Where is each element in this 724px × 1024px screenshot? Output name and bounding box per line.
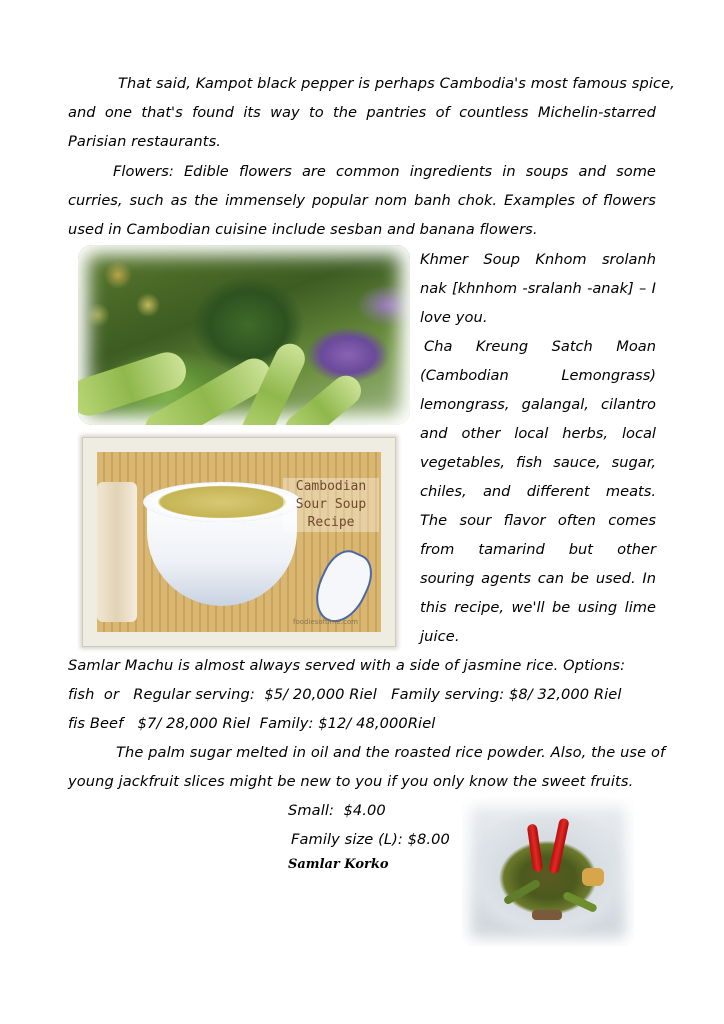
side-line-10 bbox=[420, 512, 656, 529]
word: (Cambodian bbox=[420, 367, 509, 384]
word: and bbox=[578, 163, 607, 180]
word: sugar, bbox=[611, 454, 656, 471]
word: this bbox=[420, 599, 447, 616]
word: other bbox=[617, 541, 656, 558]
word: flavor bbox=[503, 512, 546, 529]
word: Khmer bbox=[420, 251, 469, 268]
word: to bbox=[309, 104, 324, 121]
word: nom bbox=[374, 192, 408, 209]
word: and bbox=[482, 483, 511, 500]
word: in bbox=[502, 163, 516, 180]
word: meats. bbox=[605, 483, 656, 500]
korko-small-price: Small: $4.00 bbox=[288, 802, 386, 819]
word: Michelin-starred bbox=[537, 104, 656, 121]
samlar-korko-image bbox=[462, 798, 634, 946]
word: cilantro bbox=[601, 396, 656, 413]
word: galangal, bbox=[521, 396, 589, 413]
word: fish bbox=[516, 454, 543, 471]
side-line-11 bbox=[420, 541, 656, 558]
side-line-14: juice. bbox=[420, 628, 460, 645]
word: tamarind bbox=[478, 541, 545, 558]
word: vegetables, bbox=[420, 454, 506, 471]
word: lime bbox=[624, 599, 656, 616]
word: souring bbox=[420, 570, 475, 587]
word: Knhom bbox=[535, 251, 587, 268]
para2-line1 bbox=[113, 163, 656, 180]
word: be bbox=[552, 599, 571, 616]
para3-line2: young jackfruit slices might be new to you if you only know the sweet fruits. bbox=[68, 773, 634, 790]
word: sour bbox=[459, 512, 492, 529]
word: be bbox=[570, 570, 590, 587]
word: ingredients bbox=[409, 163, 493, 180]
machu-line-1: Samlar Machu is almost always served with a side of jasmine rice. Options: bbox=[68, 657, 626, 674]
word: I bbox=[651, 280, 656, 297]
soup-image-title bbox=[283, 478, 379, 532]
word: used. bbox=[595, 570, 636, 587]
machu-line-3: fis Beef $7/ 28,000 Riel Family: $12/ 48,000Riel bbox=[68, 715, 436, 732]
word: the bbox=[194, 192, 219, 209]
word: pantries bbox=[366, 104, 427, 121]
word: -sralanh bbox=[522, 280, 582, 297]
para1-line3: Parisian restaurants. bbox=[68, 133, 222, 150]
word: Edible bbox=[183, 163, 229, 180]
machu-line-2: fish or Regular serving: $5/ 20,000 Riel Family serving: $8/ 32,000 Riel bbox=[68, 686, 622, 703]
word: The bbox=[420, 512, 448, 529]
word: Soup bbox=[483, 251, 521, 268]
word: Moan bbox=[616, 338, 656, 355]
word: flowers bbox=[238, 163, 292, 180]
word: nak bbox=[420, 280, 447, 297]
word: one bbox=[104, 104, 133, 121]
soup-bowl-rim bbox=[143, 482, 301, 522]
para1-line2 bbox=[68, 104, 656, 121]
word: – bbox=[639, 280, 647, 297]
word: chiles, bbox=[420, 483, 467, 500]
korko-family-price: Family size (L): $8.00 bbox=[291, 831, 450, 848]
word: countless bbox=[459, 104, 529, 121]
word: Examples bbox=[504, 192, 575, 209]
word: immensely bbox=[225, 192, 306, 209]
word: Satch bbox=[551, 338, 593, 355]
word: -anak] bbox=[587, 280, 634, 297]
word: comes bbox=[608, 512, 656, 529]
word: as bbox=[170, 192, 188, 209]
word: its bbox=[243, 104, 261, 121]
word: often bbox=[557, 512, 596, 529]
word: In bbox=[642, 570, 656, 587]
word: sauce, bbox=[553, 454, 601, 471]
word: from bbox=[420, 541, 455, 558]
word: found bbox=[192, 104, 234, 121]
word: some bbox=[616, 163, 656, 180]
soup-title-line-2: Sour Soup bbox=[295, 497, 367, 512]
side-line-5 bbox=[420, 367, 656, 384]
word: such bbox=[129, 192, 164, 209]
word: of bbox=[435, 104, 450, 121]
soup-title-line-1: Cambodian bbox=[295, 479, 367, 494]
word: Cha bbox=[424, 338, 453, 355]
word: that's bbox=[141, 104, 183, 121]
word: local bbox=[621, 425, 656, 442]
word: different bbox=[526, 483, 590, 500]
word: using bbox=[577, 599, 618, 616]
para1-line1: That said, Kampot black pepper is perhaps Cambodia's most famous spice, bbox=[118, 75, 675, 92]
para2-line2 bbox=[68, 192, 656, 209]
side-line-3: love you. bbox=[420, 309, 488, 326]
sour-soup-recipe-image bbox=[82, 437, 396, 647]
side-line-9 bbox=[420, 483, 656, 500]
word: but bbox=[568, 541, 594, 558]
vegetables-flowers-image bbox=[78, 245, 410, 425]
korko-title: Samlar Korko bbox=[288, 857, 389, 872]
word: Kreung bbox=[475, 338, 529, 355]
cloth-graphic bbox=[97, 482, 137, 622]
word: other bbox=[461, 425, 501, 442]
word: herbs, bbox=[562, 425, 609, 442]
word: srolanh bbox=[601, 251, 656, 268]
word: Flowers: bbox=[113, 163, 174, 180]
side-line-6 bbox=[420, 396, 656, 413]
word: soups bbox=[525, 163, 569, 180]
word: can bbox=[537, 570, 564, 587]
para2-line3: used in Cambodian cuisine include sesban and banana flowers. bbox=[68, 221, 538, 238]
word: of bbox=[581, 192, 597, 209]
word: flowers bbox=[602, 192, 656, 209]
side-line-12 bbox=[420, 570, 656, 587]
word: chok. bbox=[457, 192, 498, 209]
side-line-8 bbox=[420, 454, 656, 471]
word: we'll bbox=[511, 599, 545, 616]
word: common bbox=[336, 163, 400, 180]
word: lemongrass, bbox=[420, 396, 510, 413]
word: way bbox=[270, 104, 300, 121]
word: popular bbox=[312, 192, 368, 209]
word: Lemongrass) bbox=[561, 367, 656, 384]
side-line-7 bbox=[420, 425, 656, 442]
word: are bbox=[301, 163, 326, 180]
soup-image-watermark: foodiesoftime.com bbox=[293, 618, 358, 626]
side-line-13 bbox=[420, 599, 656, 616]
side-line-2 bbox=[420, 280, 656, 297]
para3-line1: The palm sugar melted in oil and the roasted rice powder. Also, the use of bbox=[116, 744, 666, 761]
word: the bbox=[333, 104, 357, 121]
word: curries, bbox=[68, 192, 123, 209]
word: and bbox=[420, 425, 448, 442]
word: and bbox=[68, 104, 96, 121]
word: recipe, bbox=[454, 599, 505, 616]
word: local bbox=[514, 425, 549, 442]
side-line-1 bbox=[420, 251, 656, 268]
word: agents bbox=[481, 570, 531, 587]
side-line-4 bbox=[424, 338, 656, 355]
word: [khnhom bbox=[452, 280, 518, 297]
word: banh bbox=[414, 192, 451, 209]
soup-title-line-3: Recipe bbox=[307, 515, 355, 530]
